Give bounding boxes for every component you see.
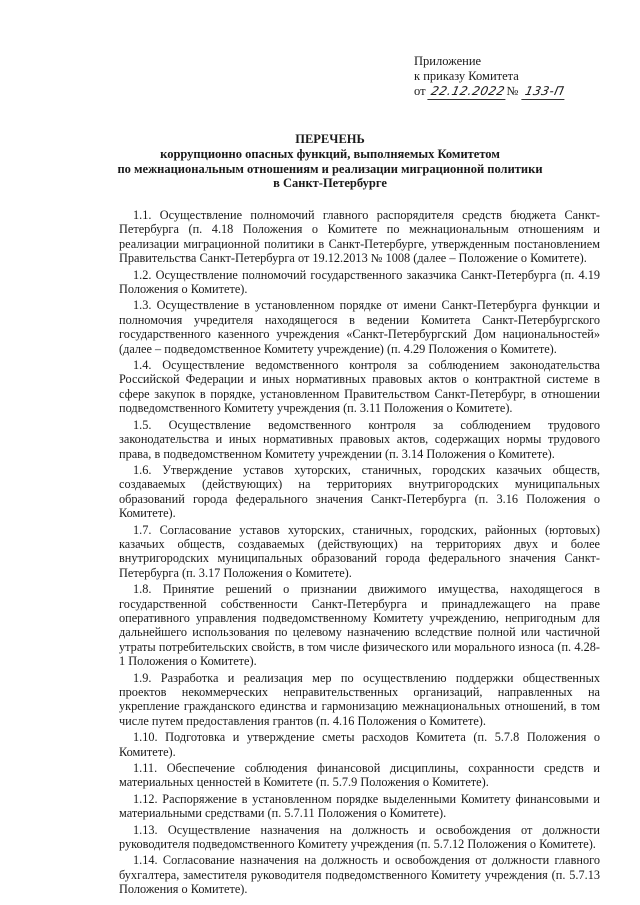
- title-line-2: коррупционно опасных функций, выполняемых Комитетом: [160, 146, 500, 161]
- list-item: 1.7. Согласование уставов хуторских, станичных, городских, районных (юртовых) казачьих обществ, создаваемых (действующих) на территориях двух и более внутригородских муниципальных образований города федерального значения Санкт-Петербурга (п. 3.17 Положения о Комитете).: [119, 522, 600, 580]
- appendix-date-line: [414, 84, 566, 100]
- list-item: 1.5. Осуществление ведомственного контроля за соблюдением трудового законодательства и иных нормативных правовых актов, содержащих нормы трудового права, в подведомственном Комитету учреждении (п. 3.14 Положения о Комитете).: [119, 417, 600, 461]
- list-item: 1.4. Осуществление ведомственного контроля за соблюдением законодательства Российской Федерации и иных нормативных правовых актов о контрактной системе в сфере закупок в порядке, установленном Правительством Санкт-Петербург, в отношении подведомственного Комитету учреждения (п. 3.11 Положения о Комитете).: [119, 358, 600, 416]
- list-item: 1.12. Распоряжение в установленном порядке выделенными Комитету финансовыми и материальными средствами (п. 5.7.11 Положения о Комитете).: [119, 791, 600, 821]
- title-line-1: ПЕРЕЧЕНЬ: [295, 132, 365, 146]
- appendix-label: Приложение: [414, 54, 482, 68]
- list-item: 1.2. Осуществление полномочий государственного заказчика Санкт-Петербурга (п. 4.19 Положения о Комитете).: [119, 267, 600, 297]
- list-item: 1.6. Утверждение уставов хуторских, станичных, городских казачьих обществ, создаваемых (действующих) на территориях внутригородских муниципальных образований города федерального значения Санкт-Петербурга (п. 3.16 Положения о Комитете).: [119, 462, 600, 521]
- date-prefix: от: [414, 84, 426, 98]
- title-line-3: по межнациональным отношениям и реализации миграционной политики: [117, 161, 543, 176]
- functions-list: [119, 208, 600, 899]
- list-item: 1.10. Подготовка и утверждение сметы расходов Комитета (п. 5.7.8 Положения о Комитете).: [119, 730, 600, 759]
- list-item: 1.1. Осуществление полномочий главного распорядителя средств бюджета Санкт-Петербурга (п. 4.18 Положения о Комитете по межнациональным отношениям и реализации миграционной политики в Санкт-Петербурге, утвержденным постановлением Правительства Санкт-Петербурга от 19.12.2013 № 1008 (далее – Положение о Комитете).: [119, 208, 600, 266]
- appendix-order-ref: к приказу Комитета: [414, 69, 519, 83]
- appendix-block: [414, 54, 566, 100]
- list-item: 1.9. Разработка и реализация мер по осуществлению поддержки общественных проектов некоммерческих неправительственных организаций, направленных на укрепление гражданского единства и гармонизацию межнациональных отношений, в том числе путем предоставления грантов (п. 4.16 Положения о Комитете).: [119, 670, 600, 728]
- document-title: [60, 132, 600, 191]
- handwritten-date: 22.12.2022: [427, 84, 508, 100]
- handwritten-number: 133-П: [522, 84, 568, 100]
- list-item: 1.11. Обеспечение соблюдения финансовой дисциплины, сохранности средств и материальных ценностей в Комитете (п. 5.7.9 Положения о Комитете).: [119, 761, 600, 790]
- list-item: 1.13. Осуществление назначения на должность и освобождения от должности руководителя подведомственного Комитету учреждения (п. 5.7.12 Положения о Комитете).: [119, 822, 600, 852]
- list-item: 1.8. Принятие решений о признании движимого имущества, находящегося в государственной собственности Санкт-Петербурга и принадлежащего на праве оперативного управления подведомственному Комитету учреждению, непригодным для дальнейшего использования по целевому назначению вследствие полной или частичной утраты потребительских свойств, в том числе физического или морального износа (п. 4.28-1 Положения о Комитете).: [119, 582, 600, 669]
- list-item: 1.3. Осуществление в установленном порядке от имени Санкт-Петербурга функции и полномочия учредителя находящегося в ведении Комитета Санкт-Петербургского государственного казенного учреждения «Санкт-Петербургский Дом национальностей» (далее – подведомственное Комитету учреждение) (п. 4.29 Положения о Комитете).: [119, 298, 600, 356]
- number-sign: №: [506, 84, 519, 98]
- list-item: 1.14. Согласование назначения на должность и освобождения от должности главного бухгалтера, заместителя руководителя подведомственного Комитету учреждения (п. 5.7.13 Положения о Комитете).: [119, 853, 600, 897]
- title-line-4: в Санкт-Петербурге: [273, 176, 387, 191]
